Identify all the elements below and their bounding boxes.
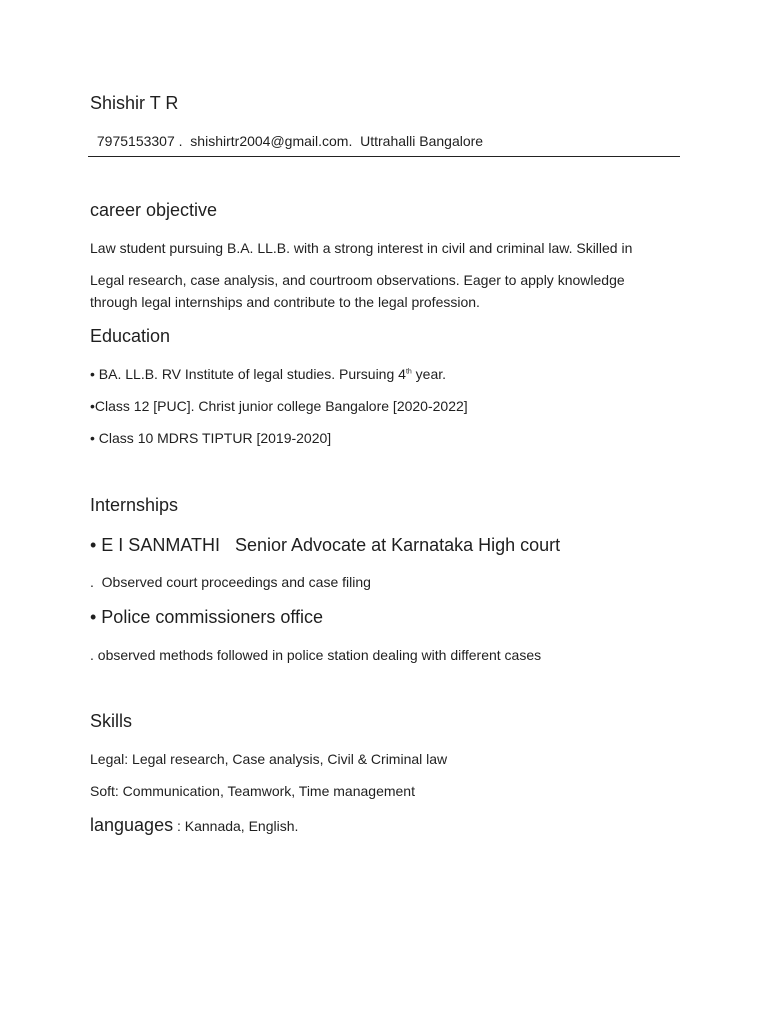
contact-line: 7975153307 . shishirtr2004@gmail.com. Uttrahalli Bangalore (93, 133, 484, 149)
skills-soft: Soft: Communication, Teamwork, Time management (90, 783, 415, 799)
education-item-1-text: • BA. LL.B. RV Institute of legal studies. Pursuing 4 (90, 366, 406, 382)
career-objective-line-1: Law student pursuing B.A. LL.B. with a strong interest in civil and criminal law. Skilled in (90, 240, 633, 256)
languages-line (90, 815, 298, 836)
education-item-1-end: year. (411, 366, 447, 382)
internships-heading: Internships (90, 495, 179, 515)
languages-label: languages (90, 815, 174, 835)
education-item-2: •Class 12 [PUC]. Christ junior college Bangalore [2020-2022] (90, 398, 468, 414)
career-objective-line-2: Legal research, case analysis, and courtroom observations. Eager to apply knowledge (90, 272, 625, 288)
ordinal-suffix: th (405, 368, 412, 376)
skills-heading: Skills (90, 711, 133, 731)
education-item-1 (90, 366, 446, 382)
skills-legal: Legal: Legal research, Case analysis, Civil & Criminal law (90, 751, 448, 767)
candidate-name: Shishir T R (90, 93, 179, 113)
internship-2-description: . observed methods followed in police station dealing with different cases (90, 647, 542, 663)
career-objective-heading: career objective (90, 200, 218, 220)
internship-2-title: • Police commissioners office (90, 607, 324, 627)
internship-1-description: . Observed court proceedings and case filing (90, 574, 371, 590)
header-divider (88, 156, 680, 157)
languages-value: : Kannada, English. (173, 818, 299, 834)
education-item-3: • Class 10 MDRS TIPTUR [2019-2020] (90, 430, 332, 446)
education-heading: Education (90, 326, 171, 346)
internship-1-title: • E I SANMATHI Senior Advocate at Karnataka High court (90, 535, 561, 555)
career-objective-line-3: through legal internships and contribute to the legal profession. (90, 294, 480, 310)
